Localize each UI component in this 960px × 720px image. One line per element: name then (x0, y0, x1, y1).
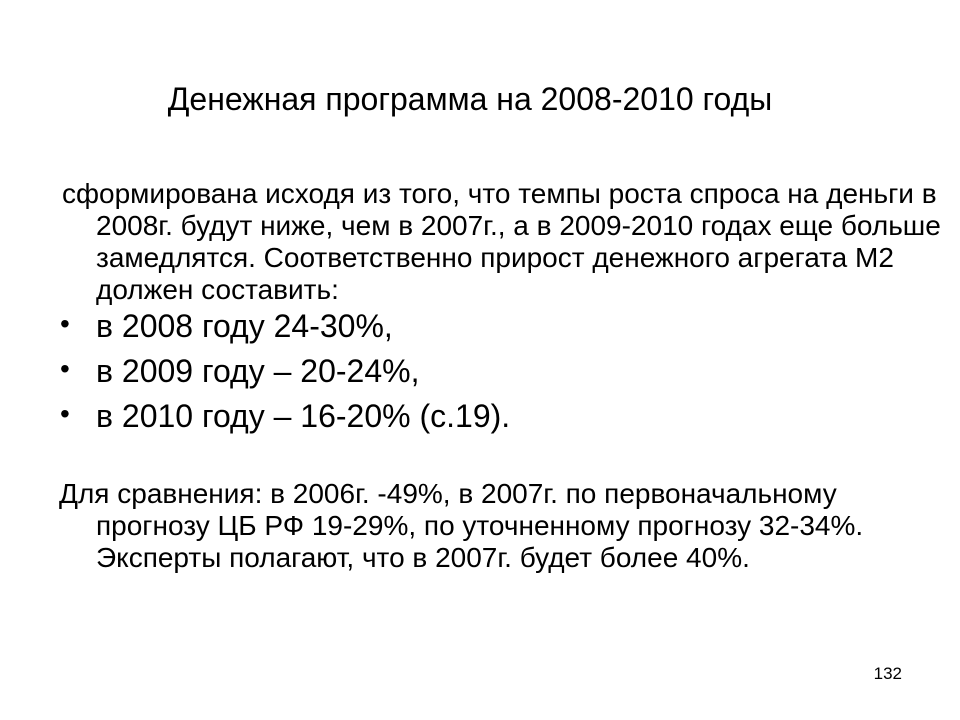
page-number: 132 (873, 664, 902, 683)
bullet-marker: • (60, 308, 70, 339)
bullet-marker: • (60, 353, 70, 384)
bullet-marker: • (60, 398, 70, 429)
bullet-text: в 2008 году 24-30%, (96, 308, 393, 344)
bullet-item-2009 (0, 349, 900, 394)
intro-paragraph: сформирована исходя из того, что темпы роста спроса на деньги в 2008г. будут ниже, чем в 2007г., а в 2009-2010 годах еще больше замедлятся. Соответственно прирост денежного агрегата М2 должен составить: (62, 178, 941, 305)
target-growth-list (0, 304, 900, 439)
bullet-item-2010 (0, 394, 900, 439)
comparison-paragraph: Для сравнения: в 2006г. -49%, в 2007г. по первоначальному прогнозу ЦБ РФ 19-29%, по уточненному прогнозу 32-34%. Эксперты полагают, что в 2007г. будет более 40%. (59, 478, 864, 573)
bullet-text: в 2010 году – 16-20% (с.19). (96, 398, 511, 434)
bullet-item-2008 (0, 304, 900, 349)
slide-title: Денежная программа на 2008-2010 годы (167, 81, 773, 117)
bullet-text: в 2009 году – 20-24%, (96, 353, 420, 389)
